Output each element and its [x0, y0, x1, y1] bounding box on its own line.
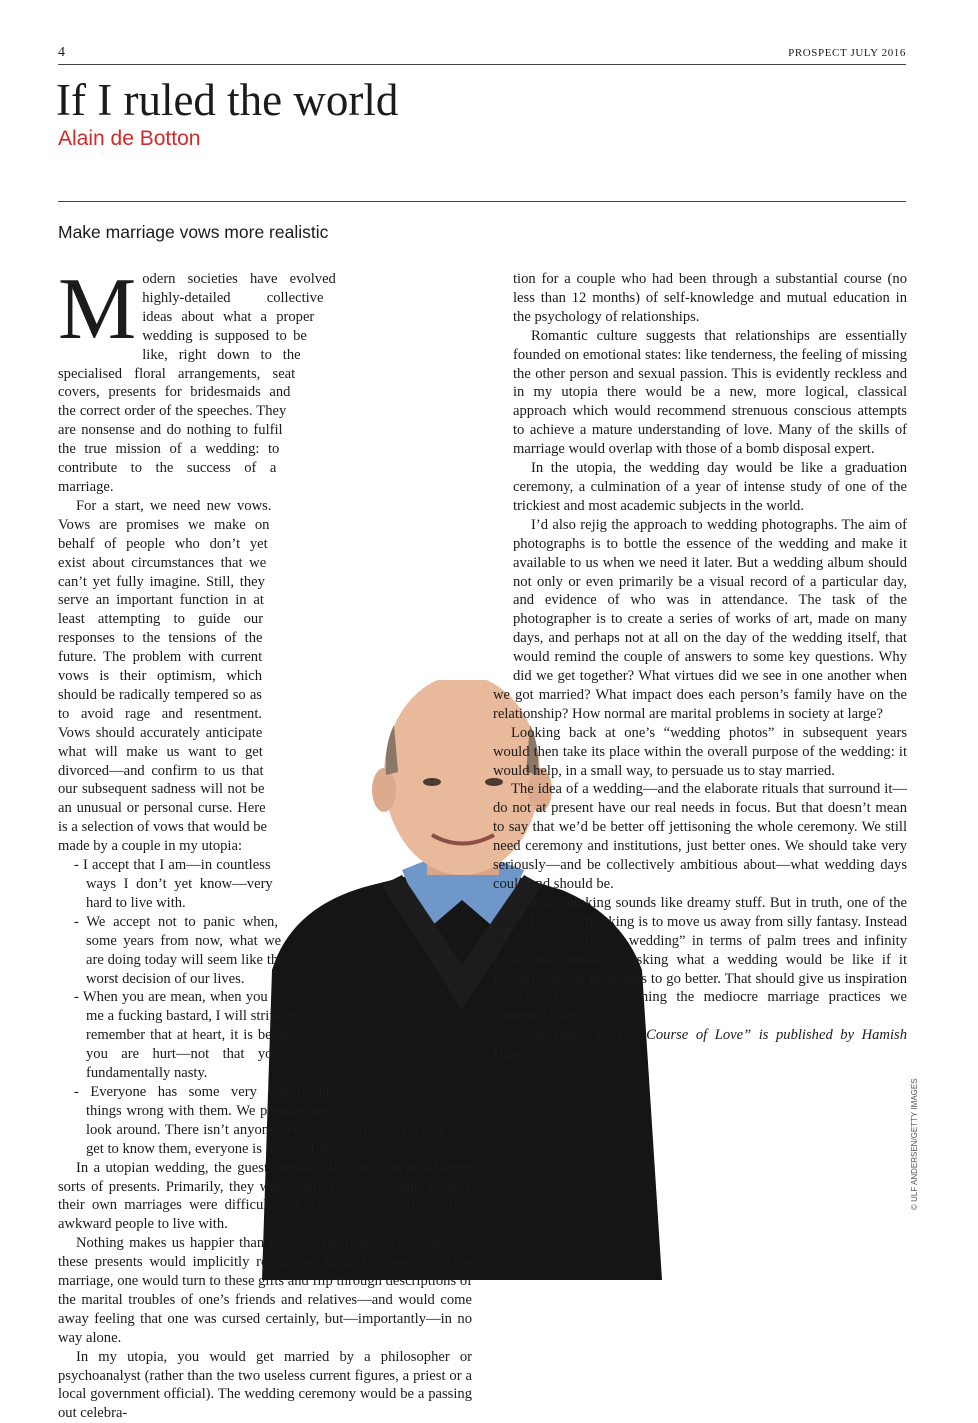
paragraph: Nothing makes us happier than news of the troubles of others, as these presents would implicitly recognise. At dark moments in the marriage, one would turn to these gifts and flip through descriptions of the marital troubles of one’s friends and relatives—and would come away feeling that one was cursed certainly, but—importantly—in no way alone.: [58, 1235, 472, 1346]
paragraph: Romantic culture suggests that relationships are essentially founded on emotional states: like tenderness, the feeling of missing the other person and sexual passion. This is evidently reckless and in my utopia there would be a new, more logical, classical approach which would recommend strenuous conscious attempts to achieve a mature understanding of love. Many of the skills of marriage would overlap with those of a bomb disposal expert.: [513, 327, 907, 458]
paragraph: In my utopia, you would get married by a philosopher or psychoanalyst (rather than the two useless current figures, a priest or a local government official). The wedding ceremony would be a passing out celebra-: [58, 1348, 472, 1422]
list-item: - When you are mean, when you call me a fucking bastard, I will strive to remember that at heart, it is because you are hurt—not that you are fundamentally nasty.: [74, 989, 311, 1082]
right-column: [493, 270, 907, 1064]
list-item: - Everyone has some very significant things wrong with them. We promise not to look around. There isn’t anyone better out there really. Once you get to know them, everyone is impossible.: [74, 1083, 472, 1157]
section-rule: [58, 201, 906, 202]
paragraph: Utopian thinking sounds like dreamy stuff. But in truth, one of the uses of utopian thinking is to move us away from silly fantasy. Instead of seeing the “dream wedding” in terms of palm trees and infinity pools, we should be asking what a wedding would be like if it properly helped marriages to go better. That should give us inspiration as we set about reforming the mediocre marriage practices we currently have.: [493, 894, 907, 1025]
paragraph: In the utopia, the wedding day would be like a graduation ceremony, a culmination of a year of intense study of one of the trickiest and most academic subjects in the world.: [513, 460, 907, 514]
top-rule: [58, 64, 906, 65]
paragraph: In a utopian wedding, the guests would offer the couple different sorts of presents. Primarily, they would arrive with accounts of why their own marriages were difficult and why they were themselves awkward people to live with.: [58, 1159, 472, 1233]
list-item: - I accept that I am—in countless ways I don’t yet know—very hard to live with.: [74, 857, 273, 911]
left-column: [58, 261, 472, 1423]
paragraph: I’d also rejig the approach to wedding photographs. The aim of photographs is to bottle the essence of the wedding and make it available to us when we need it later. But a wedding album should not only or even primarily be a visual record of a particular day, and evidence of who was in attendance. The task of the photographer is to create a series of works of art, made on many days, and perhaps not at all on the day of the wedding itself, that would remind the couple of answers to some key questions. Why did we get together? What virtues did we see in one another when we got married? What impact does each person’s family have on the relationship? How normal are marital problems in society at large?: [493, 516, 907, 722]
paragraph: tion for a couple who had been through a substantial course (no less than 12 months) of self-knowledge and mutual education in the psychology of relationships.: [513, 271, 907, 325]
paragraph: Modern societies have evolved highly-detailed collective ideas about what a proper wedding is supposed to be like, right down to the specialised floral arrangements, seat covers, presents for bridesmaids and the correct order of the speeches. They are nonsense and do nothing to fulfil the true mission of a wedding: to contribute to the success of a marriage.: [58, 261, 336, 495]
standfirst: Make marriage vows more realistic: [58, 222, 329, 242]
book-credit: Alain de Botton’s “The Course of Love” is published by Hamish Hamilton: [493, 1027, 907, 1063]
paragraph: For a start, we need new vows. Vows are promises we make on behalf of people who don’t yet exist about circumstances that we can’t yet fully imagine. Still, they serve an important function in at least attempting to guide our responses to the tensions of the future. The problem with current vows is their optimism, which should be radically tempered so as to avoid rage and resentment. Vows should accurately anticipate what will make us want to get divorced—and confirm to us that our subsequent sadness will not be an unusual or personal curse. Here is a selection of vows that would be made by a couple in my utopia:: [58, 497, 272, 855]
author-byline: Alain de Botton: [58, 127, 201, 150]
list-item: - We accept not to panic when, some years from now, what we are doing today will seem like the worst decision of our lives.: [74, 913, 285, 987]
photo-credit: © ULF ANDERSEN/GETTY IMAGES: [910, 1078, 919, 1210]
running-header: PROSPECT JULY 2016: [788, 47, 906, 59]
article-title: If I ruled the world: [56, 75, 399, 125]
page-number: 4: [58, 45, 65, 60]
paragraph: The idea of a wedding—and the elaborate rituals that surround it—do not at present have our real needs in focus. But that doesn’t mean to say that we’d be better off jettisoning the whole ceremony. We still need ceremony and institutions, just better ones. We should take very seriously—and be collectively ambitious about—what wedding days could and should be.: [493, 781, 907, 892]
paragraph: Looking back at one’s “wedding photos” in subsequent years would then take its place within the overall purpose of the wedding: it would help, in a small way, to persuade us to stay married.: [493, 724, 907, 779]
drop-cap: M: [58, 261, 137, 358]
